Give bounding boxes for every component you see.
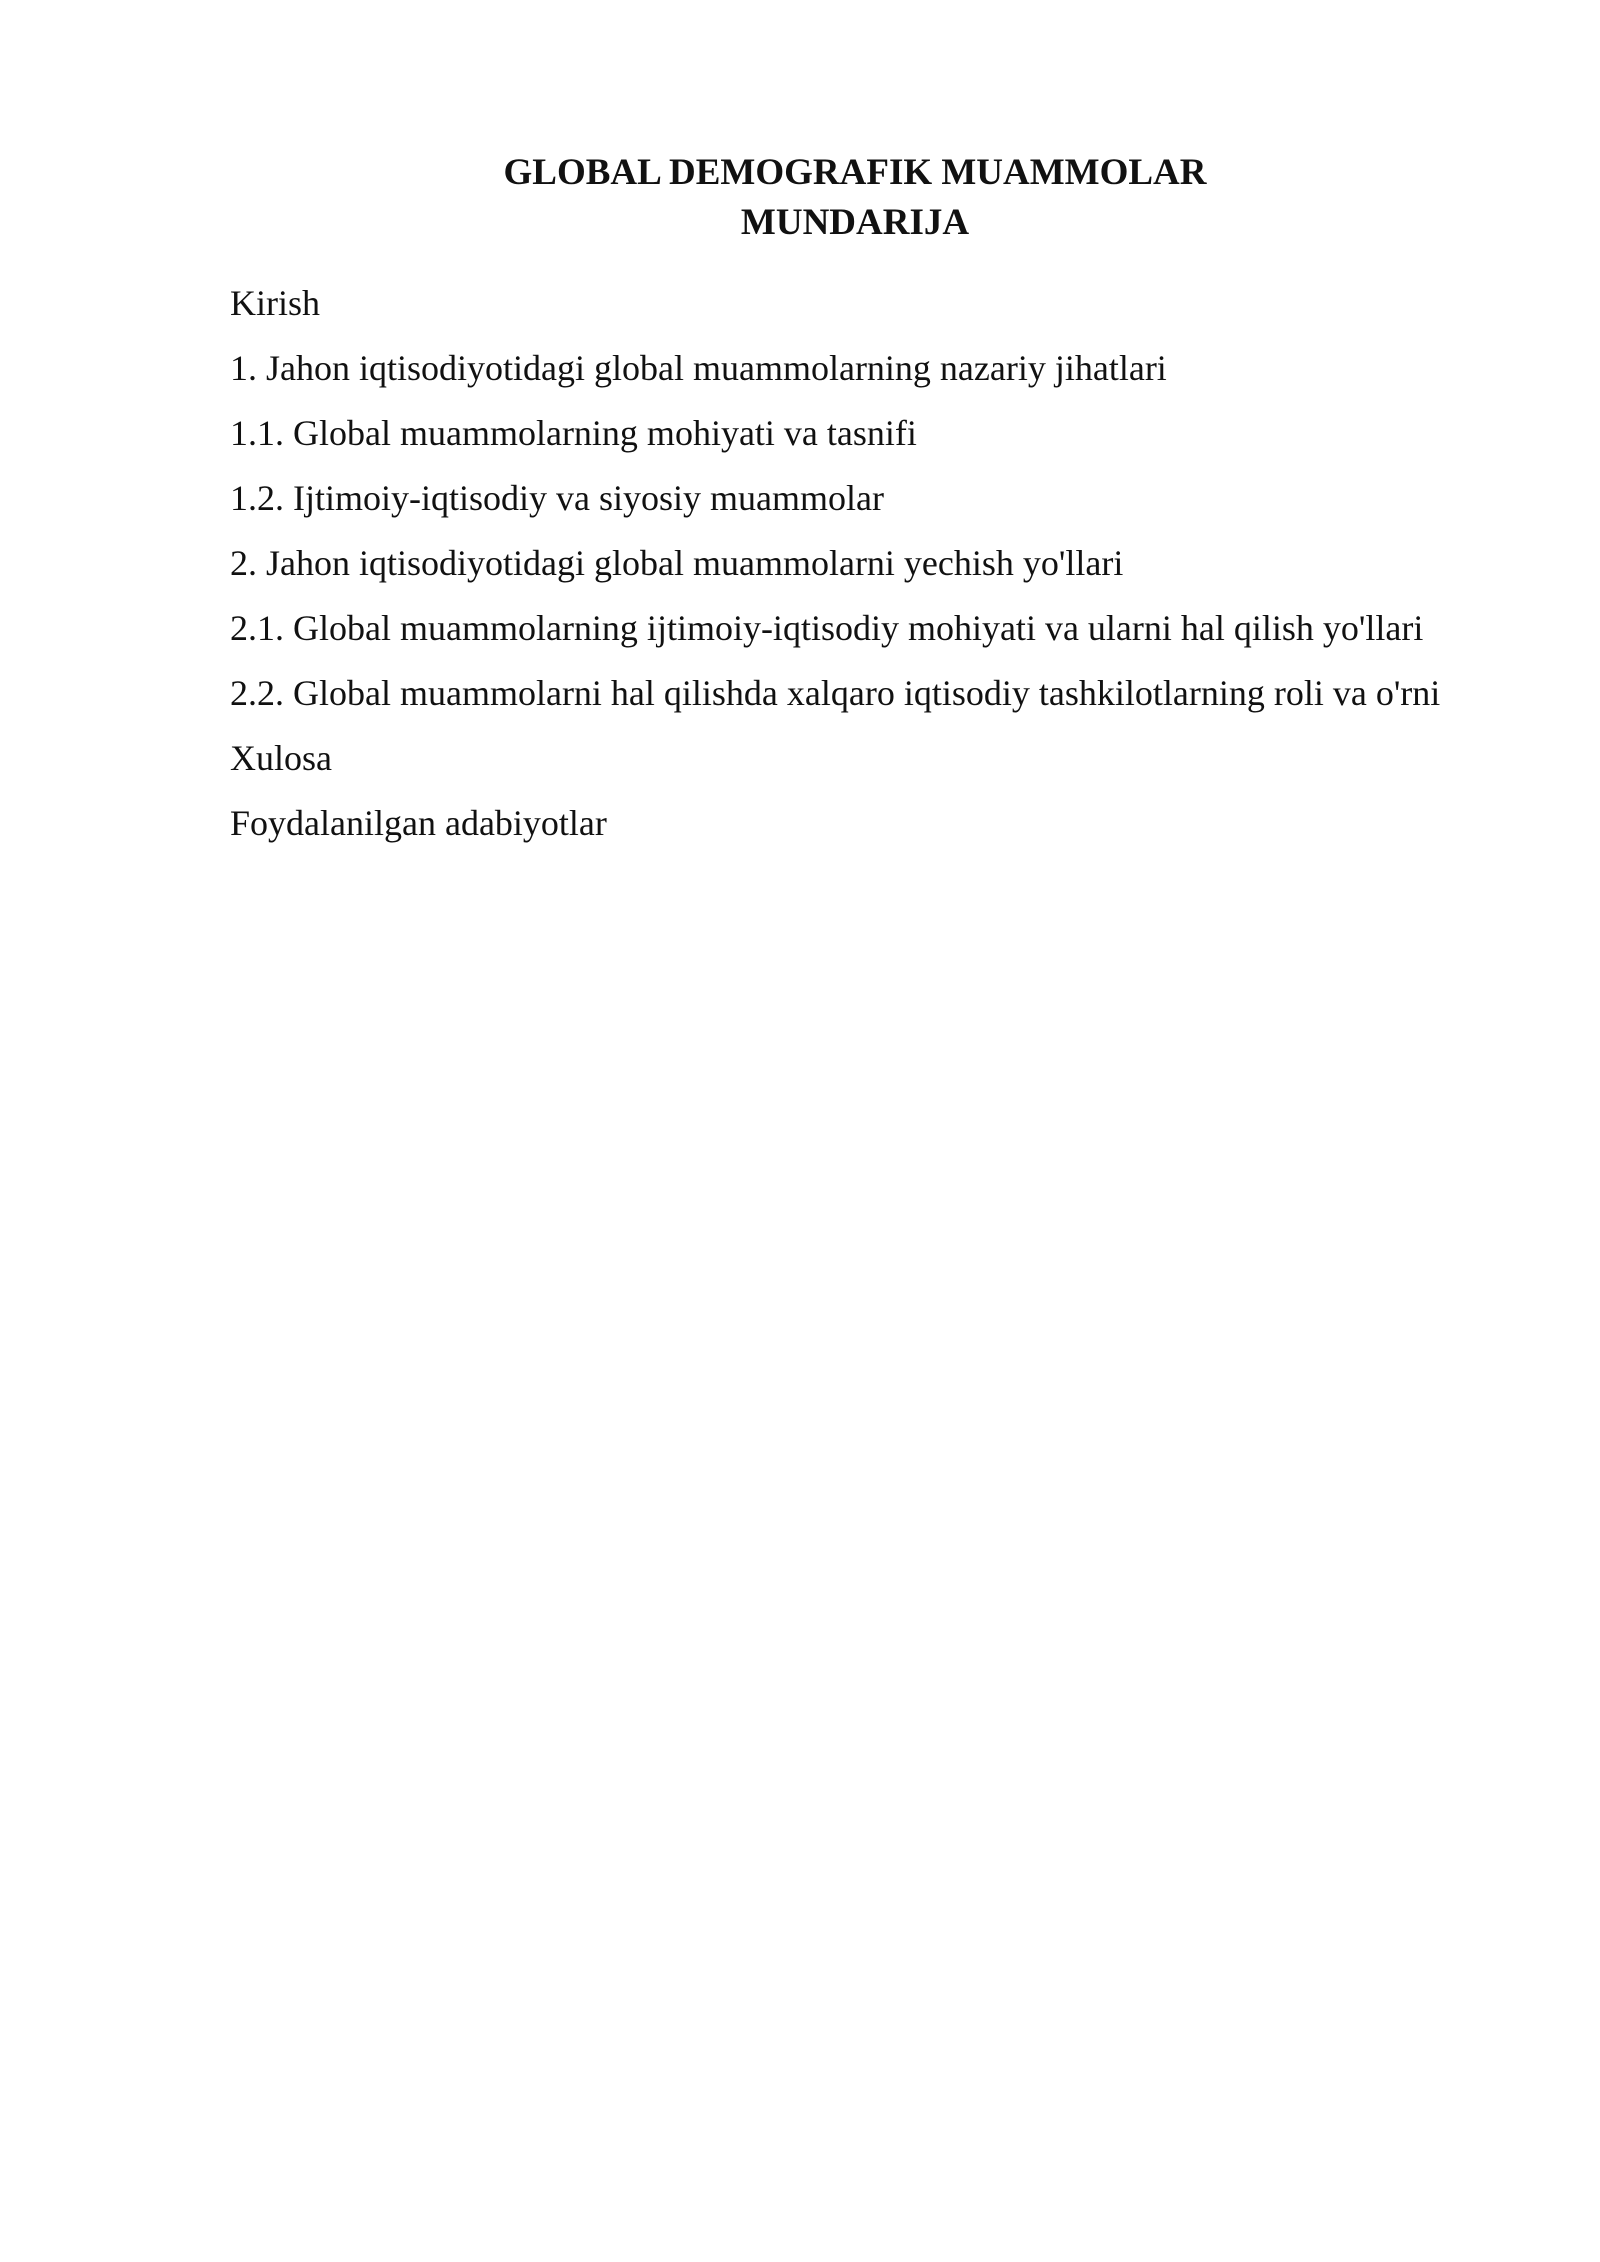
document-subtitle: MUNDARIJA bbox=[740, 202, 970, 243]
toc-item-references: Foydalanilgan adabiyotlar bbox=[230, 803, 607, 843]
toc-item-chapter-2: 2. Jahon iqtisodiyotidagi global muammolarni yechish yo'llari bbox=[230, 543, 1124, 583]
toc-item-introduction: Kirish bbox=[230, 283, 320, 323]
toc-item-chapter-1: 1. Jahon iqtisodiyotidagi global muammolarning nazariy jihatlari bbox=[230, 348, 1167, 388]
title-block bbox=[230, 148, 1480, 248]
toc-item-conclusion: Xulosa bbox=[230, 738, 332, 778]
toc-item-section-1-2: 1.2. Ijtimoiy-iqtisodiy va siyosiy muammolar bbox=[230, 478, 884, 518]
table-of-contents bbox=[230, 271, 1480, 856]
document-title: GLOBAL DEMOGRAFIK MUAMMOLAR bbox=[503, 152, 1207, 193]
toc-item-section-2-1: 2.1. Global muammolarning ijtimoiy-iqtisodiy mohiyati va ularni hal qilish yo'llari bbox=[230, 608, 1424, 648]
toc-item-section-2-2: 2.2. Global muammolarni hal qilishda xalqaro iqtisodiy tashkilotlarning roli va o'rni bbox=[230, 673, 1441, 713]
toc-item-section-1-1: 1.1. Global muammolarning mohiyati va tasnifi bbox=[230, 413, 917, 453]
